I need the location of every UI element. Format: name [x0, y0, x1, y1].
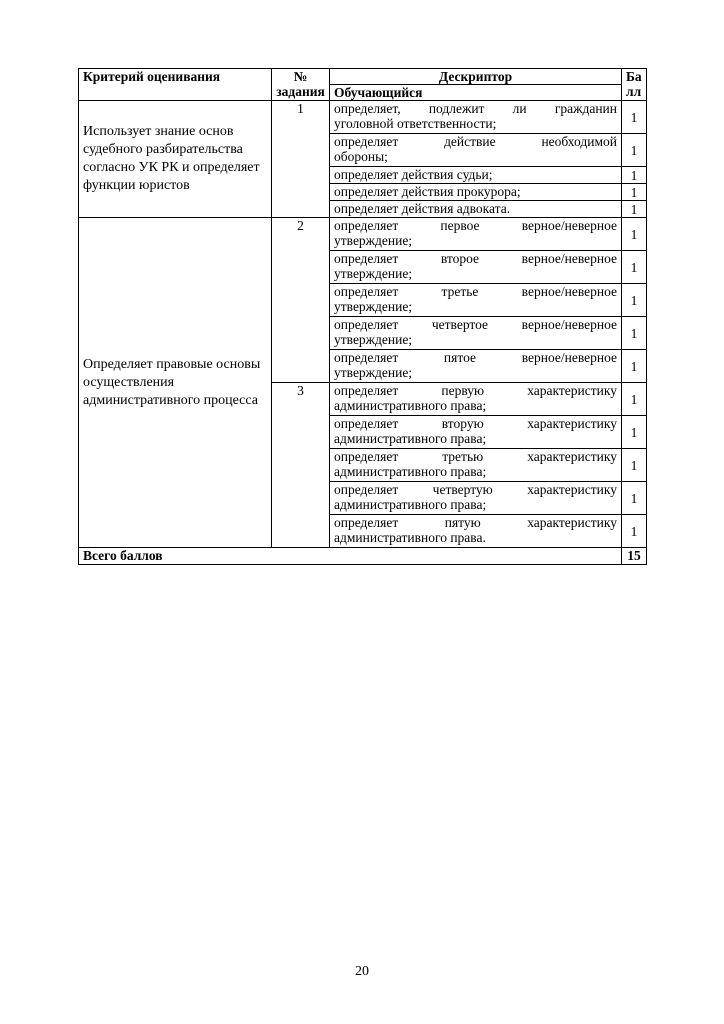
descriptor-cell [330, 383, 622, 416]
score-cell: 1 [622, 218, 647, 251]
descriptor-line: определяет вторую характеристику [334, 416, 617, 431]
descriptor-line: утверждение; [334, 266, 413, 281]
score-cell: 1 [622, 101, 647, 134]
descriptor-line: административного права. [334, 530, 486, 545]
descriptor-line: административного права; [334, 431, 487, 446]
page-number: 20 [355, 964, 369, 979]
descriptor-line: определяет первую характеристику [334, 383, 617, 398]
descriptor-cell: определяет действия прокурора; [330, 184, 622, 201]
descriptor-line: определяет первое верное/неверное [334, 218, 617, 233]
descriptor-line: обороны; [334, 149, 388, 164]
score-cell: 1 [622, 449, 647, 482]
score-cell: 1 [622, 350, 647, 383]
score-cell: 1 [622, 383, 647, 416]
score-cell: 1 [622, 167, 647, 184]
score-cell: 1 [622, 515, 647, 548]
score-cell: 1 [622, 251, 647, 284]
descriptor-line: определяет третье верное/неверное [334, 284, 617, 299]
descriptor-line: определяет, подлежит ли гражданин [334, 101, 617, 116]
descriptor-line: утверждение; [334, 365, 413, 380]
header-criterion: Критерий оценивания [79, 69, 272, 101]
assessment-rubric-table [78, 68, 647, 565]
descriptor-line: административного права; [334, 464, 487, 479]
descriptor-cell: определяет действия адвоката. [330, 201, 622, 218]
descriptor-line: утверждение; [334, 233, 413, 248]
criterion-cell: Использует знание основ судебного разбирательства согласно УК РК и определяет функции юристов [79, 101, 272, 218]
score-cell: 1 [622, 416, 647, 449]
descriptor-line: утверждение; [334, 299, 413, 314]
header-task-number-line2: задания [276, 84, 325, 99]
task-number-cell: 3 [272, 383, 330, 548]
score-cell: 1 [622, 284, 647, 317]
score-cell: 1 [622, 134, 647, 167]
header-row [79, 69, 647, 85]
header-task-number [272, 69, 330, 101]
descriptor-cell [330, 251, 622, 284]
descriptor-cell [330, 482, 622, 515]
descriptor-cell [330, 218, 622, 251]
header-score-line2: лл [626, 84, 642, 99]
descriptor-line: определяет четвертое верное/неверное [334, 317, 617, 332]
header-score-line1: Ба [626, 69, 642, 84]
descriptor-line: утверждение; [334, 332, 413, 347]
descriptor-line: определяет третью характеристику [334, 449, 617, 464]
header-score [622, 69, 647, 101]
score-cell: 1 [622, 317, 647, 350]
descriptor-line: уголовной ответственности; [334, 116, 497, 131]
descriptor-cell [330, 101, 622, 134]
header-descriptor: Дескриптор [330, 69, 622, 85]
descriptor-cell: определяет действия судьи; [330, 167, 622, 184]
header-task-number-line1: № [293, 69, 308, 84]
descriptor-cell [330, 515, 622, 548]
descriptor-cell [330, 350, 622, 383]
descriptor-cell [330, 134, 622, 167]
descriptor-cell [330, 284, 622, 317]
task-number-cell: 2 [272, 218, 330, 383]
table-row [79, 101, 647, 134]
descriptor-cell [330, 449, 622, 482]
header-student: Обучающийся [330, 85, 622, 101]
descriptor-line: определяет действие необходимой [334, 134, 617, 149]
score-cell: 1 [622, 201, 647, 218]
descriptor-cell [330, 317, 622, 350]
task-number-cell: 1 [272, 101, 330, 218]
descriptor-line: административного права; [334, 398, 487, 413]
descriptor-cell [330, 416, 622, 449]
total-row [79, 548, 647, 565]
total-label: Всего баллов [79, 548, 622, 565]
descriptor-line: определяет пятое верное/неверное [334, 350, 617, 365]
descriptor-line: определяет четвертую характеристику [334, 482, 617, 497]
score-cell: 1 [622, 184, 647, 201]
criterion-cell: Определяет правовые основы осуществления административного процесса [79, 218, 272, 548]
total-value: 15 [622, 548, 647, 565]
descriptor-line: административного права; [334, 497, 487, 512]
descriptor-line: определяет пятую характеристику [334, 515, 617, 530]
descriptor-line: определяет второе верное/неверное [334, 251, 617, 266]
table-row [79, 218, 647, 251]
score-cell: 1 [622, 482, 647, 515]
